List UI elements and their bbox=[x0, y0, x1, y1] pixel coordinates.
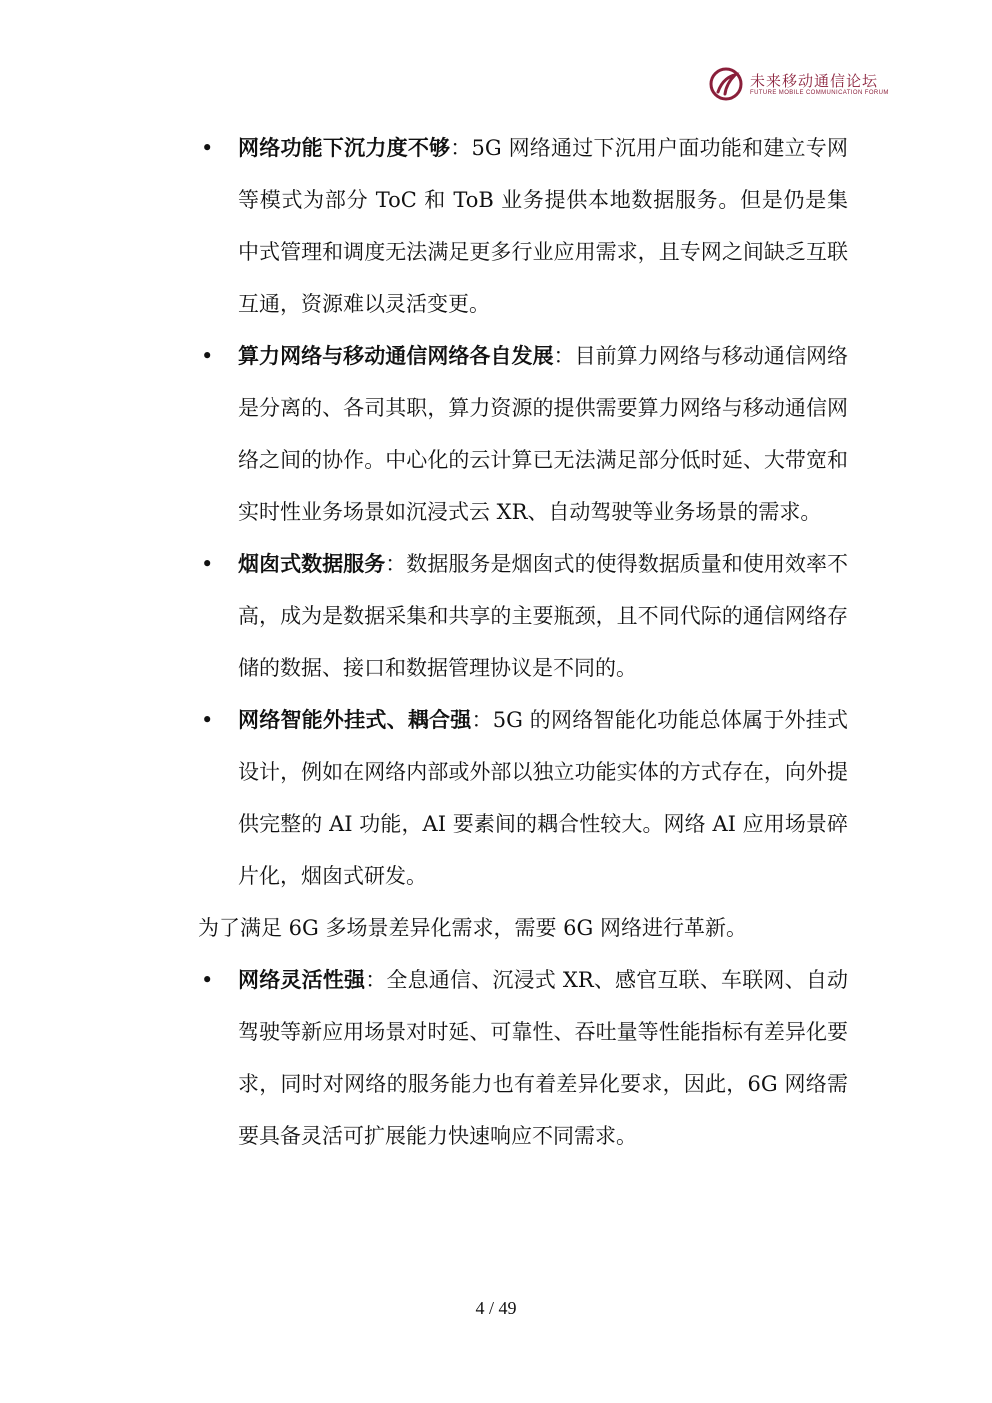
item-body: 全息通信、沉浸式 XR、感官互联、车联网、自动驾驶等新应用场景对时延、可靠性、吞吐量等性能指标有差异化要求，同时对网络的服务能力也有着差异化要求，因此，6G 网络需要具备灵活可扩展能力快速响应不同需求。 bbox=[238, 968, 849, 1148]
forum-logo-icon bbox=[708, 66, 744, 102]
list-item bbox=[198, 330, 848, 538]
item-body: 数据服务是烟囱式的使得数据质量和使用效率不高，成为是数据采集和共享的主要瓶颈，且不同代际的通信网络存储的数据、接口和数据管理协议是不同的。 bbox=[238, 552, 849, 680]
item-title: 网络智能外挂式、耦合强 bbox=[238, 707, 472, 732]
item-title: 烟囱式数据服务 bbox=[238, 551, 386, 576]
logo-chinese-name: 未来移动通信论坛 bbox=[750, 72, 879, 90]
bullet-icon: • bbox=[201, 968, 214, 992]
body-paragraph: 为了满足 6G 多场景差异化需求，需要 6G 网络进行革新。 bbox=[198, 916, 747, 940]
bullet-icon: • bbox=[201, 344, 214, 368]
item-separator: ： bbox=[365, 968, 387, 992]
list-item bbox=[198, 122, 848, 330]
page-number: 4 / 49 bbox=[475, 1298, 517, 1318]
bullet-icon: • bbox=[201, 136, 214, 160]
forum-logo bbox=[708, 66, 908, 106]
logo-english-name: FUTURE MOBILE COMMUNICATION FORUM bbox=[750, 90, 889, 96]
list-item bbox=[198, 954, 848, 1162]
item-body: 5G 网络通过下沉用户面功能和建立专网等模式为部分 ToC 和 ToB 业务提供本地数据服务。但是仍是集中式管理和调度无法满足更多行业应用需求，且专网之间缺乏互联互通，资源难以灵活变更。 bbox=[238, 136, 849, 316]
list-item bbox=[198, 694, 848, 902]
item-title: 算力网络与移动通信网络各自发展 bbox=[238, 343, 554, 368]
item-separator: ： bbox=[450, 136, 472, 160]
bullet-icon: • bbox=[201, 552, 214, 576]
item-separator: ： bbox=[553, 344, 575, 368]
item-title: 网络灵活性强 bbox=[238, 967, 366, 992]
item-body: 目前算力网络与移动通信网络是分离的、各司其职，算力资源的提供需要算力网络与移动通信网络之间的协作。中心化的云计算已无法满足部分低时延、大带宽和实时性业务场景如沉浸式云 XR、自动驾驶等业务场景的需求。 bbox=[238, 344, 849, 524]
document-body bbox=[198, 122, 848, 1162]
item-title: 网络功能下沉力度不够 bbox=[238, 135, 451, 160]
item-separator: ： bbox=[385, 552, 407, 576]
item-separator: ： bbox=[471, 708, 493, 732]
list-item bbox=[198, 538, 848, 694]
bullet-icon: • bbox=[201, 708, 214, 732]
item-body: 5G 的网络智能化功能总体属于外挂式设计，例如在网络内部或外部以独立功能实体的方式存在，向外提供完整的 AI 功能，AI 要素间的耦合性较大。网络 AI 应用场景碎片化，烟囱式研发。 bbox=[238, 708, 849, 888]
